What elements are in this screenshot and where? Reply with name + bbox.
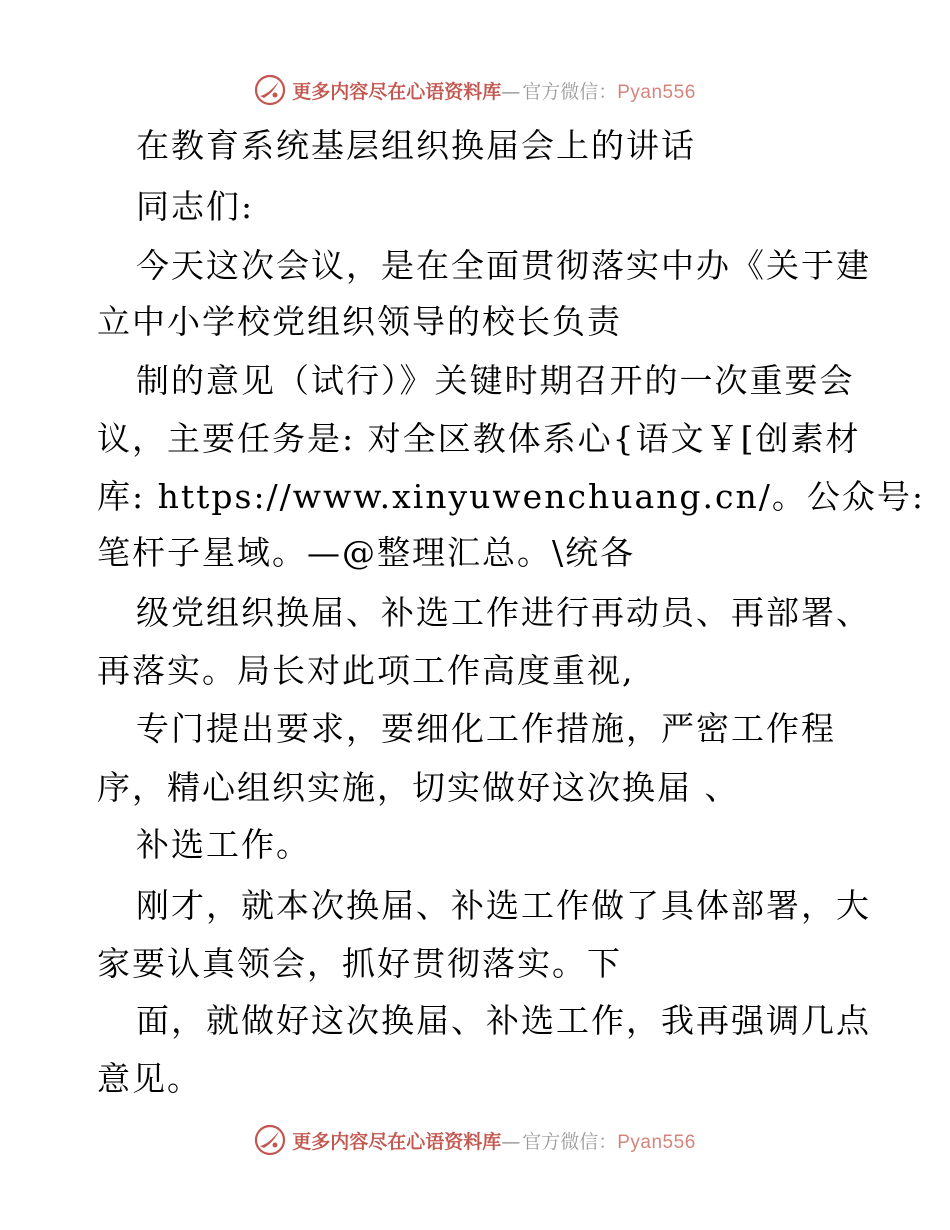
salutation: 同志们:	[136, 187, 255, 226]
watermark-wechat-id: Pyan556	[617, 81, 696, 103]
text-line: 面，就做好这次换届、补选工作，我再强调几点	[136, 1001, 871, 1040]
text-line: 专门提出要求，要细化工作措施，严密工作程	[136, 709, 836, 748]
watermark-wechat-label: 官方微信：	[522, 1130, 618, 1153]
watermark-separator: —	[501, 80, 521, 103]
footer-watermark-banner	[0, 1120, 950, 1160]
text-line: 级党组织换届、补选工作进行再动员、再部署、	[136, 593, 871, 632]
text-line: 立中小学校党组织领导的校长负责	[97, 302, 622, 341]
watermark-text	[292, 77, 696, 104]
watermark-site-text: 更多内容尽在心语资料库	[292, 80, 502, 103]
quill-pen-logo-icon	[254, 74, 286, 106]
header-watermark-banner	[0, 70, 950, 110]
watermark-text	[292, 1127, 696, 1154]
text-line: 制的意见（试行）》关键时期召开的一次重要会	[136, 361, 855, 400]
text-line: 议，主要任务是: 对全区教体系心{语文￥[创素材	[97, 419, 861, 458]
text-line: 今天这次会议，是在全面贯彻落实中办《关于建	[136, 246, 871, 285]
watermark-wechat-label: 官方微信：	[522, 80, 618, 103]
watermark-wechat-id: Pyan556	[617, 1131, 696, 1153]
text-line: 再落实。局长对此项工作高度重视,	[97, 651, 635, 690]
text-line: 补选工作。	[136, 825, 311, 864]
text-line: 序，精心组织实施，切实做好这次换届 、	[97, 768, 740, 807]
text-line: 库: https://www.xinyuwenchuang.cn/。公众号:	[97, 477, 925, 516]
text-line: 意见。	[97, 1059, 202, 1098]
watermark-site-text: 更多内容尽在心语资料库	[292, 1130, 502, 1153]
text-line: 笔杆子星域。—@整理汇总。\统各	[97, 533, 636, 572]
quill-pen-logo-icon	[254, 1124, 286, 1156]
text-line: 家要认真领会，抓好贯彻落实。下	[97, 944, 622, 983]
text-line: 刚才，就本次换届、补选工作做了具体部署，大	[136, 886, 871, 925]
watermark-separator: —	[501, 1130, 521, 1153]
document-title: 在教育系统基层组织换届会上的讲话	[136, 126, 696, 165]
